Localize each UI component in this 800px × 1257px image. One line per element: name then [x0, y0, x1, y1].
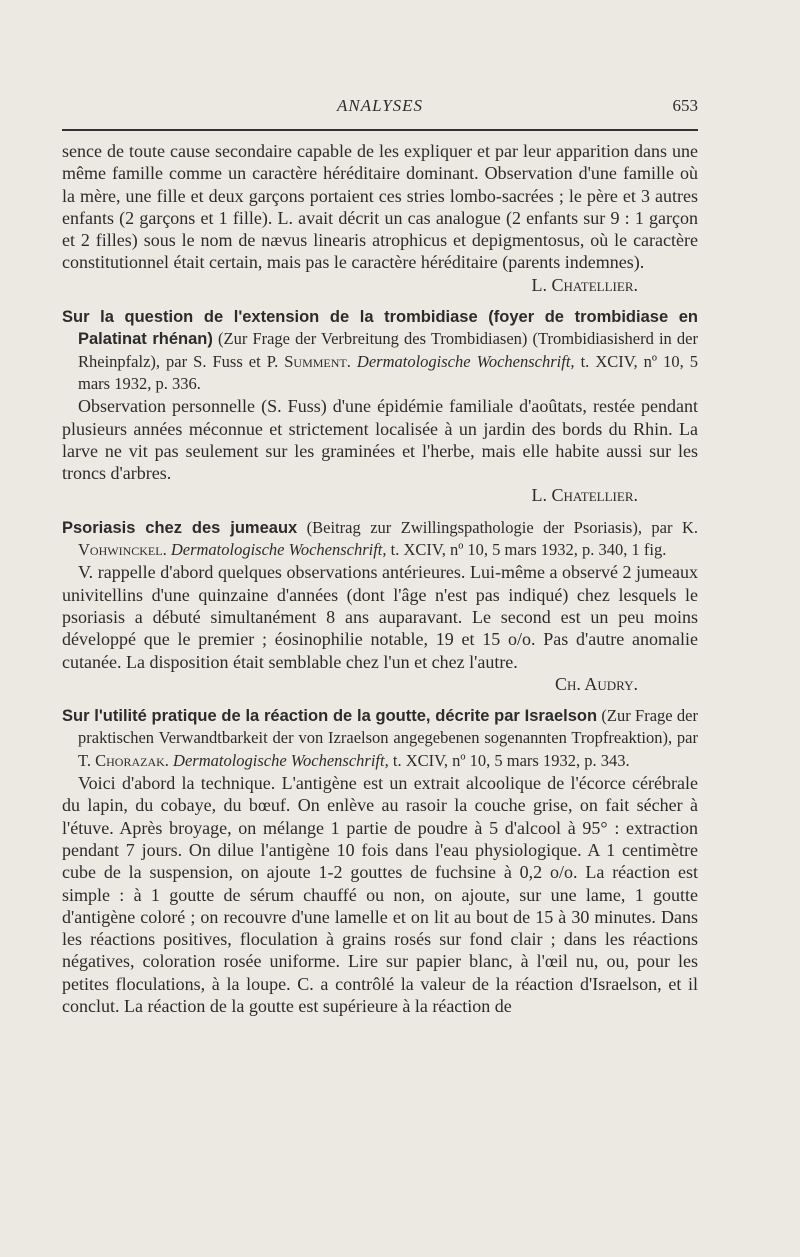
entry-title: Psoriasis chez des jumeaux: [62, 518, 298, 537]
entry-reference: t. XCIV, nº 10, 5 mars 1932, p. 343.: [388, 750, 630, 770]
header-rule: [62, 129, 698, 131]
entry-heading: [62, 517, 698, 562]
entry-signature: Ch. Audry.: [554, 673, 638, 694]
entry-original-title: (Zur Frage der praktischen Verwandtbarkeit der von Izraelson angegebenen sogenannten Tropfreaktion), par T.: [78, 706, 698, 770]
entry-author: Chorazak.: [95, 750, 169, 770]
page-number: 653: [672, 96, 698, 115]
entry-original-title: (Zur Frage der Verbreitung des Trombidiasen) (Trombidiasisherd in der Rheinpfalz), par S. Fuss et P.: [78, 329, 699, 371]
running-header: [62, 96, 698, 126]
entry-author: Vohwinckel.: [78, 540, 167, 560]
running-title: ANALYSES: [336, 96, 424, 115]
entry-body: Observation personnelle (S. Fuss) d'une épidémie familiale d'aoûtats, restée pendant plusieurs années méconnue et strictement localisée à un jardin des bords du Rhin. La larve ne vit pas seulement sur les graminées et l'herbe, mais elle habite aussi sur les troncs d'arbres.: [62, 396, 698, 484]
entry-title: Sur la question de l'extension de la trombidiase (foyer de trombidiase en Palatinat rhénan): [62, 308, 698, 349]
page-body: [62, 140, 698, 1017]
entry-signature: L. Chatellier.: [531, 485, 638, 506]
entry-goutte: [62, 705, 698, 1017]
entry-reference: t. XCIV, nº 10, 5 mars 1932, p. 340, 1 fig.: [386, 540, 667, 560]
entry-original-title: (Beitrag zur Zwillingspathologie der Psoriasis), par K.: [297, 517, 698, 537]
intro-paragraph: sence de toute cause secondaire capable de les expliquer et par leur apparition dans une même famille comme un caractère héréditaire dominant. Observation d'une famille où la mère, une fille et deux garçons portaient ces stries lombo-sacrées ; le père et 3 autres enfants (2 garçons et 1 fille). L. avait décrit un cas analogue (2 enfants sur 9 : 1 garçon et 2 filles) sous le nom de nævus linearis atrophicus et depigmentosus, où le caractère constitutionnel était certain, mais pas le caractère héréditaire (parents indemnes).: [62, 141, 698, 273]
entry-body: V. rappelle d'abord quelques observations antérieures. Lui-même a observé 2 jumeaux univitellins d'une quinzaine d'années (dont l'âge n'est pas indiqué) chez lesquels le psoriasis a débuté simultanément 8 ans auparavant. Le second est un peu moins développé que le premier ; éosinophilie notable, 19 et 15 o/o. Pas d'autre anomalie cutanée. La disposition était semblable chez l'un et chez l'autre.: [62, 562, 698, 672]
entry-journal: Dermatologische Wochenschrift,: [168, 750, 389, 770]
entry-heading: [62, 705, 698, 772]
entry-trombidiase: [62, 306, 698, 507]
entry-reference: t. XCIV, nº 10, 5 mars 1932, p. 336.: [78, 351, 698, 393]
entry-body: Voici d'abord la technique. L'antigène est un extrait alcoolique de l'écorce cérébrale du lapin, du cobaye, du bœuf. On enlève au rasoir la couche grise, on fait sécher à l'étuve. Après broyage, on mélange 1 partie de poudre à 5 d'alcool à 95° : extraction pendant 7 jours. On dilue l'antigène 10 fois dans l'eau physiologique. A 1 centimètre cube de la suspension, on ajoute 1-2 gouttes de fuchsine à 0,2 o/o. La réaction est simple : à 1 goutte de sérum chauffé ou non, on ajoute, sur une lame, 1 goutte d'antigène coloré ; on recouvre d'une lamelle et on lit au bout de 15 à 30 minutes. Dans les réactions positives, floculation à grains rosés sur fond clair ; dans les réactions négatives, coloration rosée uniforme. Lire sur papier blanc, à l'œil nu, ou, pour les petites floculations, à la loupe. C. a contrôlé la valeur de la réaction d'Israelson, et il conclut. La réaction de la goutte est supérieure à la réaction de: [62, 773, 698, 1016]
entry-author: Summent.: [284, 351, 351, 371]
entry-journal: Dermatologische Wochenschrift,: [350, 351, 575, 371]
entry-psoriasis: [62, 517, 698, 695]
intro-signature: L. Chatellier.: [531, 274, 638, 295]
entry-heading: [62, 306, 698, 395]
entry-journal: Dermatologische Wochenschrift,: [166, 540, 387, 560]
entry-title: Sur l'utilité pratique de la réaction de la goutte, décrite par Israelson: [62, 707, 598, 726]
